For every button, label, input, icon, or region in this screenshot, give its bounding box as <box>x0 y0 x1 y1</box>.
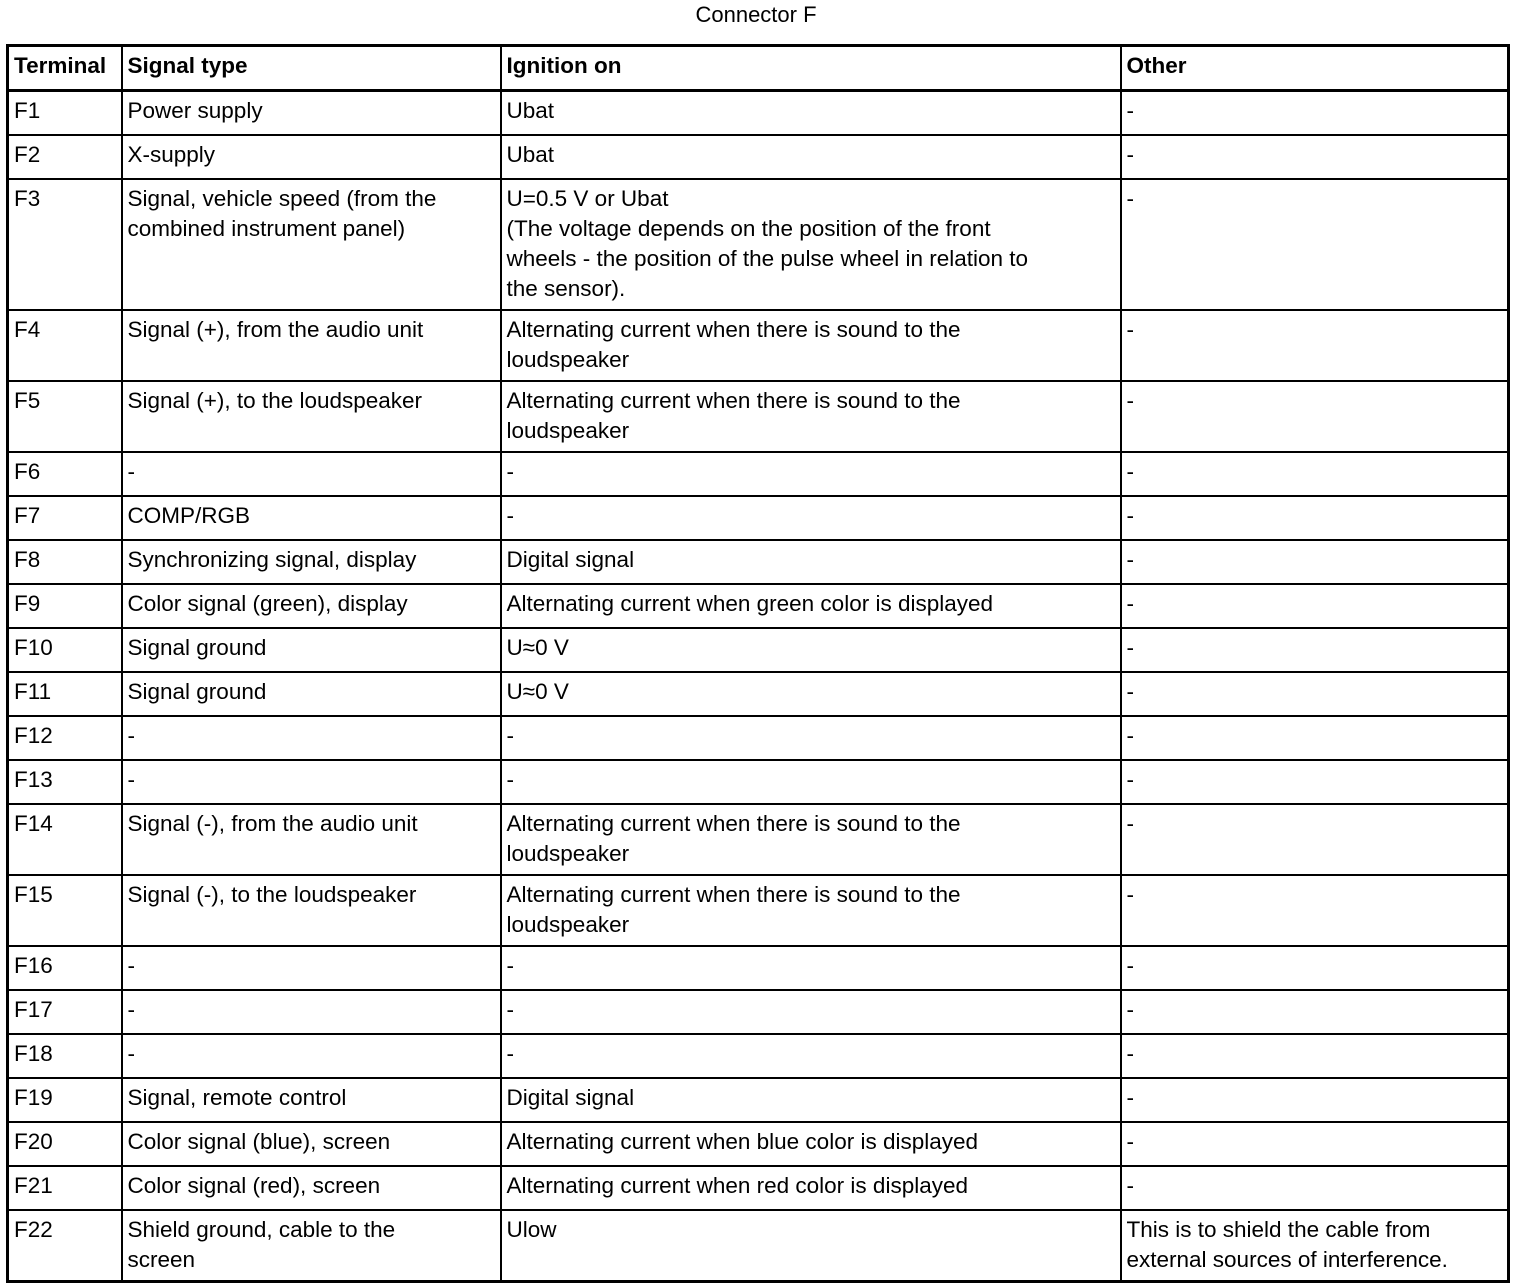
table-row <box>8 1210 1509 1282</box>
terminal-cell: F15 <box>8 875 122 946</box>
ignition-on-cell: U=0.5 V or Ubat (The voltage depends on the position of the front wheels - the position of the pulse wheel in relation to the sensor). <box>501 179 1121 310</box>
other-cell: - <box>1121 381 1509 452</box>
terminal-cell: F11 <box>8 672 122 716</box>
other-cell: - <box>1121 1034 1509 1078</box>
table-caption: Connector F <box>695 2 817 27</box>
table-row <box>8 135 1509 179</box>
other-cell: - <box>1121 179 1509 310</box>
signal-type-cell: Signal ground <box>122 628 501 672</box>
table-header-row <box>8 46 1509 91</box>
ignition-on-cell: Alternating current when there is sound to the loudspeaker <box>501 310 1121 381</box>
terminal-cell: F7 <box>8 496 122 540</box>
table-row <box>8 672 1509 716</box>
other-cell: - <box>1121 496 1509 540</box>
ignition-on-cell: - <box>501 946 1121 990</box>
signal-type-cell: Signal (-), to the loudspeaker <box>122 875 501 946</box>
table-body <box>8 91 1509 1282</box>
table-row <box>8 584 1509 628</box>
header-signal-type: Signal type <box>122 46 501 91</box>
ignition-on-cell: Alternating current when there is sound to the loudspeaker <box>501 381 1121 452</box>
terminal-cell: F16 <box>8 946 122 990</box>
table-row <box>8 381 1509 452</box>
ignition-on-cell: Ulow <box>501 1210 1121 1282</box>
terminal-cell: F8 <box>8 540 122 584</box>
table-row <box>8 760 1509 804</box>
other-cell: - <box>1121 91 1509 136</box>
other-cell: - <box>1121 804 1509 875</box>
other-cell: - <box>1121 584 1509 628</box>
other-cell: - <box>1121 135 1509 179</box>
terminal-cell: F14 <box>8 804 122 875</box>
signal-type-cell: Shield ground, cable to the screen <box>122 1210 501 1282</box>
other-cell: - <box>1121 452 1509 496</box>
ignition-on-cell: Alternating current when there is sound to the loudspeaker <box>501 875 1121 946</box>
terminal-cell: F20 <box>8 1122 122 1166</box>
ignition-on-cell: Digital signal <box>501 1078 1121 1122</box>
signal-type-cell: Color signal (blue), screen <box>122 1122 501 1166</box>
table-row <box>8 1034 1509 1078</box>
other-cell: - <box>1121 1122 1509 1166</box>
terminal-cell: F5 <box>8 381 122 452</box>
other-cell: - <box>1121 716 1509 760</box>
signal-type-cell: Power supply <box>122 91 501 136</box>
terminal-cell: F19 <box>8 1078 122 1122</box>
signal-type-cell: - <box>122 716 501 760</box>
ignition-on-cell: Ubat <box>501 91 1121 136</box>
signal-type-cell: Signal (+), from the audio unit <box>122 310 501 381</box>
signal-type-cell: - <box>122 946 501 990</box>
header-ignition-on: Ignition on <box>501 46 1121 91</box>
other-cell: - <box>1121 946 1509 990</box>
other-cell: - <box>1121 760 1509 804</box>
terminal-cell: F1 <box>8 91 122 136</box>
table-row <box>8 91 1509 136</box>
ignition-on-cell: Alternating current when red color is displayed <box>501 1166 1121 1210</box>
other-cell: This is to shield the cable from external sources of interference. <box>1121 1210 1509 1282</box>
table-row <box>8 990 1509 1034</box>
ignition-on-cell: - <box>501 760 1121 804</box>
terminal-cell: F3 <box>8 179 122 310</box>
ignition-on-cell: - <box>501 496 1121 540</box>
other-cell: - <box>1121 990 1509 1034</box>
other-cell: - <box>1121 672 1509 716</box>
signal-type-cell: Signal, remote control <box>122 1078 501 1122</box>
signal-type-cell: COMP/RGB <box>122 496 501 540</box>
header-terminal: Terminal <box>8 46 122 91</box>
ignition-on-cell: Alternating current when green color is displayed <box>501 584 1121 628</box>
signal-type-cell: Signal ground <box>122 672 501 716</box>
ignition-on-cell: - <box>501 990 1121 1034</box>
table-row <box>8 875 1509 946</box>
terminal-cell: F2 <box>8 135 122 179</box>
terminal-cell: F21 <box>8 1166 122 1210</box>
header-other: Other <box>1121 46 1509 91</box>
signal-type-cell: - <box>122 760 501 804</box>
signal-type-cell: Color signal (green), display <box>122 584 501 628</box>
terminal-cell: F12 <box>8 716 122 760</box>
other-cell: - <box>1121 1078 1509 1122</box>
signal-type-cell: Signal, vehicle speed (from the combined instrument panel) <box>122 179 501 310</box>
table-row <box>8 540 1509 584</box>
ignition-on-cell: U≈0 V <box>501 672 1121 716</box>
table-row <box>8 1122 1509 1166</box>
terminal-cell: F13 <box>8 760 122 804</box>
signal-type-cell: Color signal (red), screen <box>122 1166 501 1210</box>
table-row <box>8 628 1509 672</box>
table-row <box>8 804 1509 875</box>
other-cell: - <box>1121 310 1509 381</box>
signal-type-cell: Synchronizing signal, display <box>122 540 501 584</box>
signal-type-cell: - <box>122 1034 501 1078</box>
terminal-cell: F22 <box>8 1210 122 1282</box>
terminal-cell: F6 <box>8 452 122 496</box>
ignition-on-cell: - <box>501 716 1121 760</box>
table-row <box>8 1078 1509 1122</box>
ignition-on-cell: Alternating current when blue color is displayed <box>501 1122 1121 1166</box>
terminal-cell: F10 <box>8 628 122 672</box>
other-cell: - <box>1121 540 1509 584</box>
other-cell: - <box>1121 1166 1509 1210</box>
signal-type-cell: - <box>122 452 501 496</box>
terminal-cell: F4 <box>8 310 122 381</box>
signal-type-cell: X-supply <box>122 135 501 179</box>
other-cell: - <box>1121 628 1509 672</box>
table-row <box>8 946 1509 990</box>
table-row <box>8 310 1509 381</box>
signal-type-cell: Signal (+), to the loudspeaker <box>122 381 501 452</box>
ignition-on-cell: - <box>501 1034 1121 1078</box>
other-cell: - <box>1121 875 1509 946</box>
table-row <box>8 1166 1509 1210</box>
ignition-on-cell: Digital signal <box>501 540 1121 584</box>
signal-type-cell: Signal (-), from the audio unit <box>122 804 501 875</box>
ignition-on-cell: Alternating current when there is sound to the loudspeaker <box>501 804 1121 875</box>
signal-type-cell: - <box>122 990 501 1034</box>
ignition-on-cell: U≈0 V <box>501 628 1121 672</box>
terminal-cell: F18 <box>8 1034 122 1078</box>
connector-table <box>6 44 1510 1283</box>
table-row <box>8 716 1509 760</box>
table-row <box>8 179 1509 310</box>
table-row <box>8 452 1509 496</box>
terminal-cell: F17 <box>8 990 122 1034</box>
terminal-cell: F9 <box>8 584 122 628</box>
ignition-on-cell: - <box>501 452 1121 496</box>
ignition-on-cell: Ubat <box>501 135 1121 179</box>
table-row <box>8 496 1509 540</box>
